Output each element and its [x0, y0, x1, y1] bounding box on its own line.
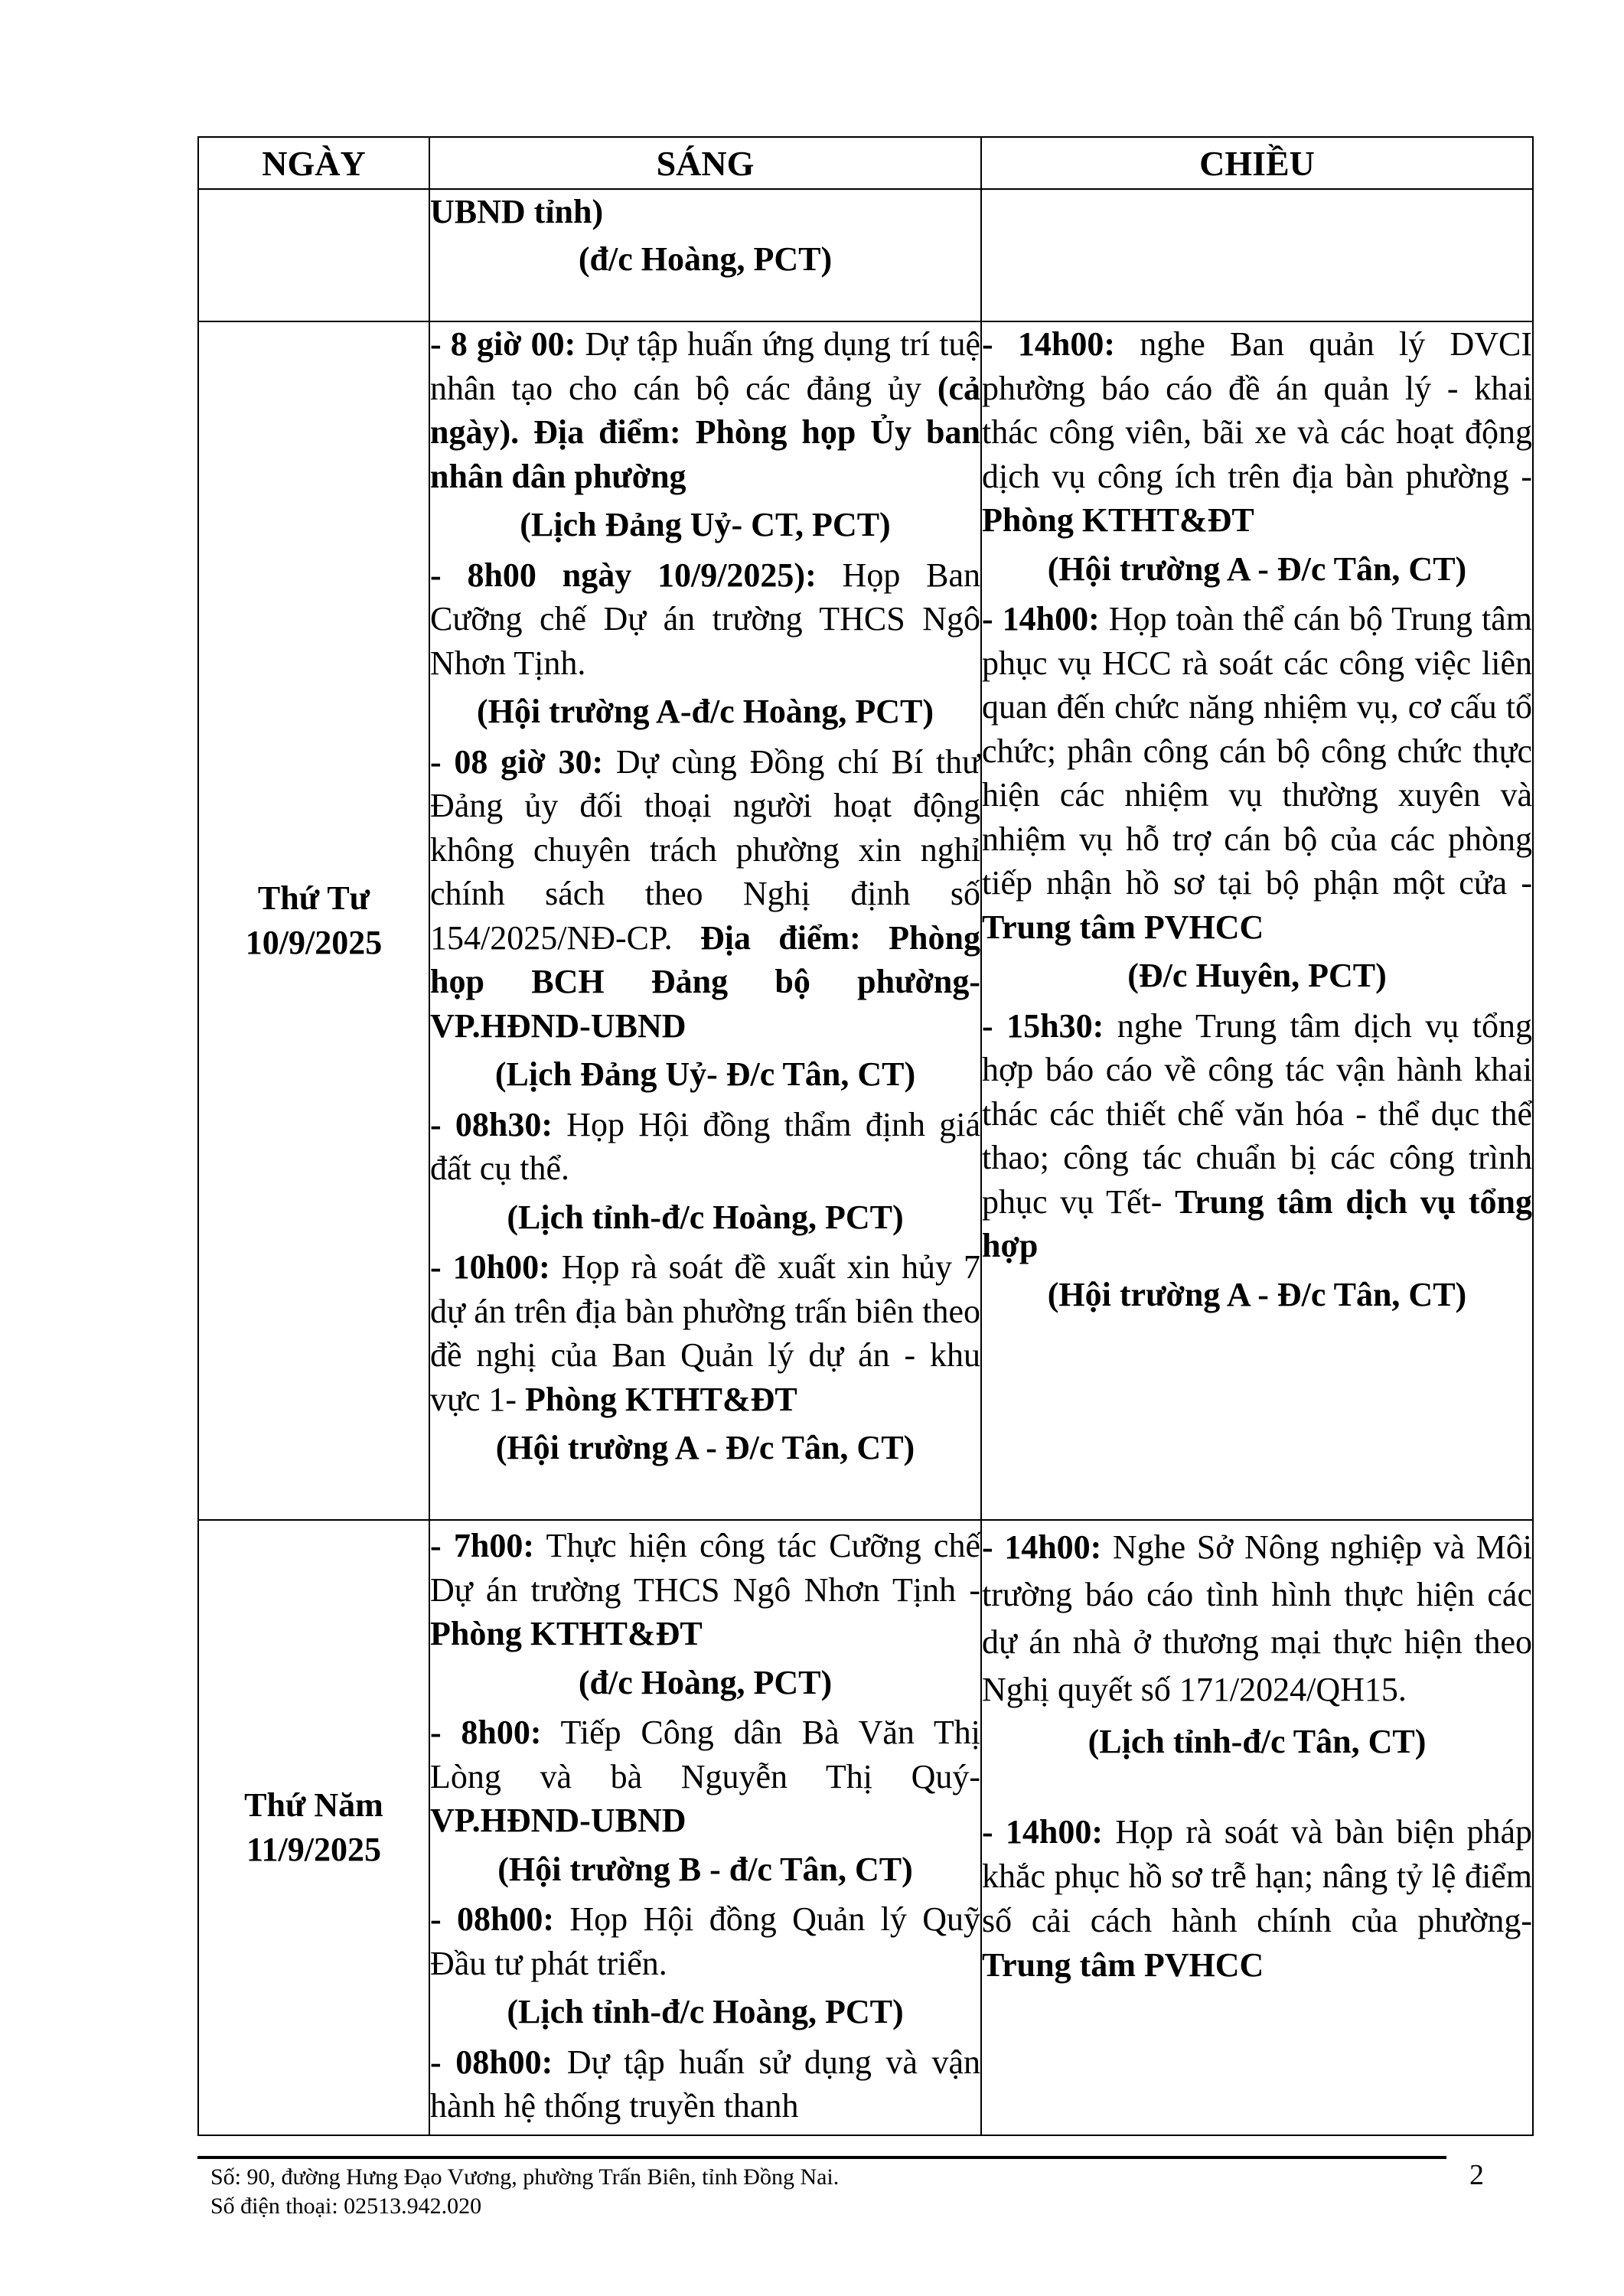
entry-text: - 08h00: Dự tập huấn sử dụng và vận hành hệ thống truyền thanh — [430, 2043, 980, 2125]
entry-assignee: (Lịch tỉnh-đ/c Hoàng, PCT) — [507, 1198, 904, 1236]
table-row-continued — [198, 189, 1533, 321]
entry-assignee: (đ/c Hoàng, PCT) — [578, 240, 833, 278]
page-number: 2 — [1469, 2159, 1484, 2191]
header-row — [198, 137, 1533, 189]
footer-divider — [197, 2156, 1446, 2159]
schedule-table — [197, 136, 1534, 2136]
entry-assignee: (Lịch Đảng Uỷ- Đ/c Tân, CT) — [494, 1055, 916, 1093]
entry-assignee: (Hội trường A - Đ/c Tân, CT) — [495, 1429, 915, 1466]
entry-text: - 08 giờ 30: Dự cùng Đồng chí Bí thư Đảng ủy đối thoại người hoạt động không chuyên trách phường xin nghỉ chính sách theo Nghị định số 154/2025/NĐ-CP. Địa điểm: Phòng họp BCH Đảng bộ phường- VP.HĐND-UBND — [430, 742, 980, 1045]
entry-text: - 8h00: Tiếp Công dân Bà Văn Thị Lòng và bà Nguyễn Thị Quý- VP.HĐND-UBND — [430, 1714, 980, 1839]
entry-text: - 14h00: Nghe Sở Nông nghiệp và Môi trường báo cáo tình hình thực hiện các dự án nhà ở thương mại thực hiện theo Nghị quyết số 171/2024/QH15. — [982, 1528, 1533, 1708]
morning-cell — [429, 1520, 981, 2135]
entry-text: - 10h00: Họp rà soát đề xuất xin hủy 7 dự án trên địa bàn phường trấn biên theo đề nghị của Ban Quản lý dự án - khu vực 1- Phòng KTHT&ĐT — [430, 1248, 980, 1418]
footer-phone: Số điện thoại: 02513.942.020 — [210, 2193, 482, 2219]
day-cell-empty — [198, 189, 429, 321]
entry-assignee: (đ/c Hoàng, PCT) — [578, 1663, 833, 1701]
entry-text: - 8 giờ 00: Dự tập huấn ứng dụng trí tuệ nhân tạo cho cán bộ các đảng ủy (cả ngày). Địa điểm: Phòng họp Ủy ban nhân dân phường — [430, 325, 980, 495]
entry-text: - 14h00: nghe Ban quản lý DVCI phường báo cáo đề án quản lý - khai thác công viên, bãi xe và các hoạt động dịch vụ công ích trên địa bàn phường - Phòng KTHT&ĐT — [982, 325, 1532, 539]
morning-cell — [429, 321, 981, 1520]
entry-assignee: (Lịch tỉnh-đ/c Tân, CT) — [1088, 1723, 1427, 1760]
spacer — [982, 1772, 1532, 1810]
entry-text: - 8h00 ngày 10/9/2025): Họp Ban Cưỡng chế Dự án trường THCS Ngô Nhơn Tịnh. — [430, 556, 980, 682]
table-row-wednesday — [198, 321, 1533, 1520]
entry-assignee: (Hội trường A - Đ/c Tân, CT) — [1047, 1275, 1467, 1313]
afternoon-cell — [981, 321, 1533, 1520]
entry-text: - 08h00: Họp Hội đồng Quản lý Quỹ Đầu tư phát triển. — [430, 1900, 980, 1982]
day-name: Thứ Năm — [244, 1786, 383, 1824]
day-date: 11/9/2025 — [246, 1831, 382, 1868]
entry-assignee: (Đ/c Huyên, PCT) — [1127, 957, 1387, 994]
header-chieu: CHIỀU — [981, 137, 1533, 189]
morning-cell — [429, 189, 981, 321]
entry-assignee: (Lịch Đảng Uỷ- CT, PCT) — [520, 506, 891, 543]
entry-assignee: (Lịch tỉnh-đ/c Hoàng, PCT) — [507, 1993, 904, 2030]
day-cell — [198, 1520, 429, 2135]
footer — [210, 2163, 839, 2221]
footer-address: Số: 90, đường Hưng Đạo Vương, phường Trấn Biên, tỉnh Đồng Nai. — [210, 2164, 840, 2190]
entry-assignee: (Hội trường B - đ/c Tân, CT) — [497, 1850, 913, 1888]
entry-text: - 7h00: Thực hiện công tác Cưỡng chế Dự án trường THCS Ngô Nhơn Tịnh - Phòng KTHT&ĐT — [430, 1527, 980, 1652]
entry-text: - 14h00: Họp rà soát và bàn biện pháp khắc phục hồ sơ trễ hạn; nâng tỷ lệ điểm số cải cách hành chính của phường- Trung tâm PVHCC — [982, 1813, 1532, 1984]
entry-assignee: (Hội trường A-đ/c Hoàng, PCT) — [476, 693, 934, 730]
entry-text: - 08h30: Họp Hội đồng thẩm định giá đất cụ thể. — [430, 1105, 981, 1187]
day-name: Thứ Tư — [257, 879, 370, 917]
day-date: 10/9/2025 — [245, 924, 383, 961]
header-ngay: NGÀY — [198, 137, 429, 189]
entry-text: - 14h00: Họp toàn thể cán bộ Trung tâm phục vụ HCC rà soát các công việc liên quan đến chức năng nhiệm vụ, cơ cấu tổ chức; phân công cán bộ công chức thực hiện các nhiệm vụ thường xuyên và nhiệm vụ hỗ trợ cán bộ của các phòng tiếp nhận hồ sơ tại bộ phận một cửa - Trung tâm PVHCC — [982, 600, 1532, 946]
entry-text: UBND tỉnh) — [430, 193, 604, 230]
afternoon-cell — [981, 1520, 1533, 2135]
day-cell — [198, 321, 429, 1520]
entry-text: - 15h30: nghe Trung tâm dịch vụ tổng hợp báo cáo về công tác vận hành khai thác các thiết chế văn hóa - thể dục thể thao; công tác chuẩn bị các công trình phục vụ Tết- Trung tâm dịch vụ tổng hợp — [982, 1006, 1532, 1264]
entry-assignee: (Hội trường A - Đ/c Tân, CT) — [1047, 550, 1467, 588]
table-row-thursday — [198, 1520, 1533, 2135]
afternoon-cell — [981, 189, 1533, 321]
header-sang: SÁNG — [429, 137, 981, 189]
